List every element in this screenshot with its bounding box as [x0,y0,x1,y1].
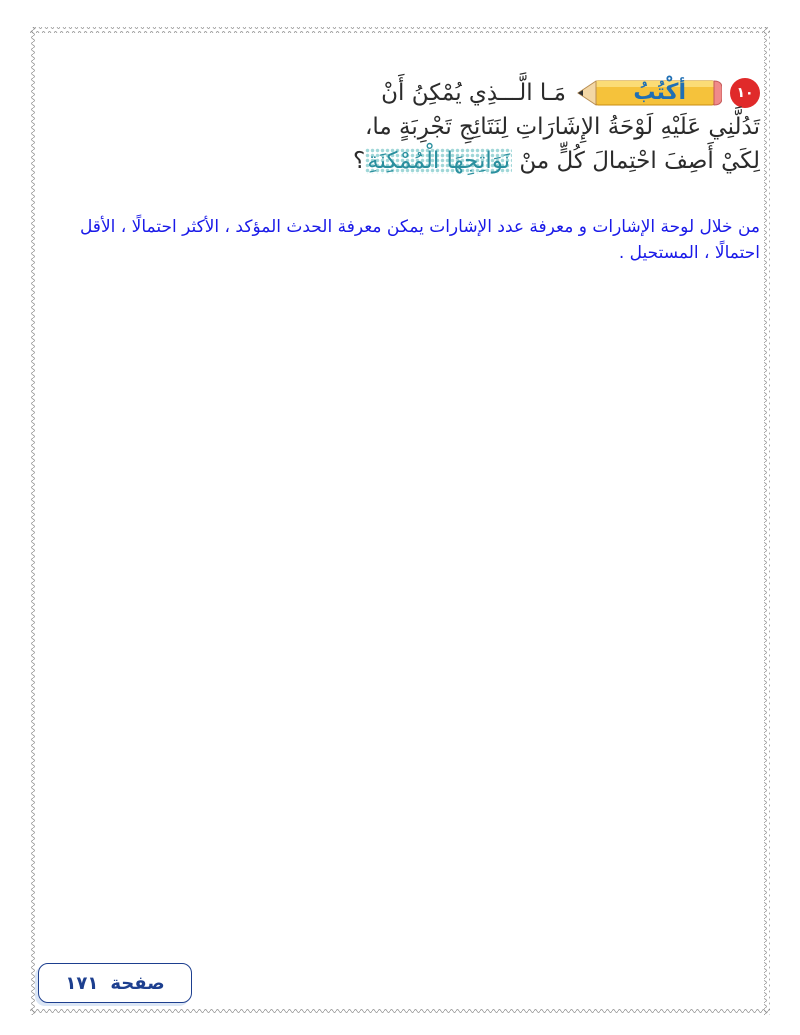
question-line-3 [40,144,760,178]
page-label: صفحة [110,972,165,994]
pencil-icon [574,78,722,108]
page-number: ١٧١ [65,972,99,994]
question-first-line [40,76,760,110]
question-line-1: مَـا الَّـــذِي يُمْكِنُ أَنْ [381,80,566,106]
answer-text: من خلال لوحة الإشارات و معرفة عدد الإشارات يمكن معرفة الحدث المؤكد ، الأكثر احتمالًا ، الأقل احتمالًا ، المستحيل . [79,217,760,263]
question-block [40,76,760,178]
question-mark: ؟ [353,148,366,174]
page-number-box [38,963,192,1003]
question-line-2: تَدُلَّنِي عَلَيْهِ لَوْحَةُ الإِشَارَاتِ لِنَتَائِجِ تَجْرِبَةٍ ما، [364,114,760,140]
highlighted-term: نَوَاتِجِهَا الْمُمْكِنَةِ [367,148,511,174]
question-number-badge: ١٠ [730,78,760,108]
write-label: أكْتُبُ [633,80,686,105]
question-line-3-start: لِكَيْ أَصِفَ احْتِمالَ كُلٍّ منْ [519,148,760,174]
